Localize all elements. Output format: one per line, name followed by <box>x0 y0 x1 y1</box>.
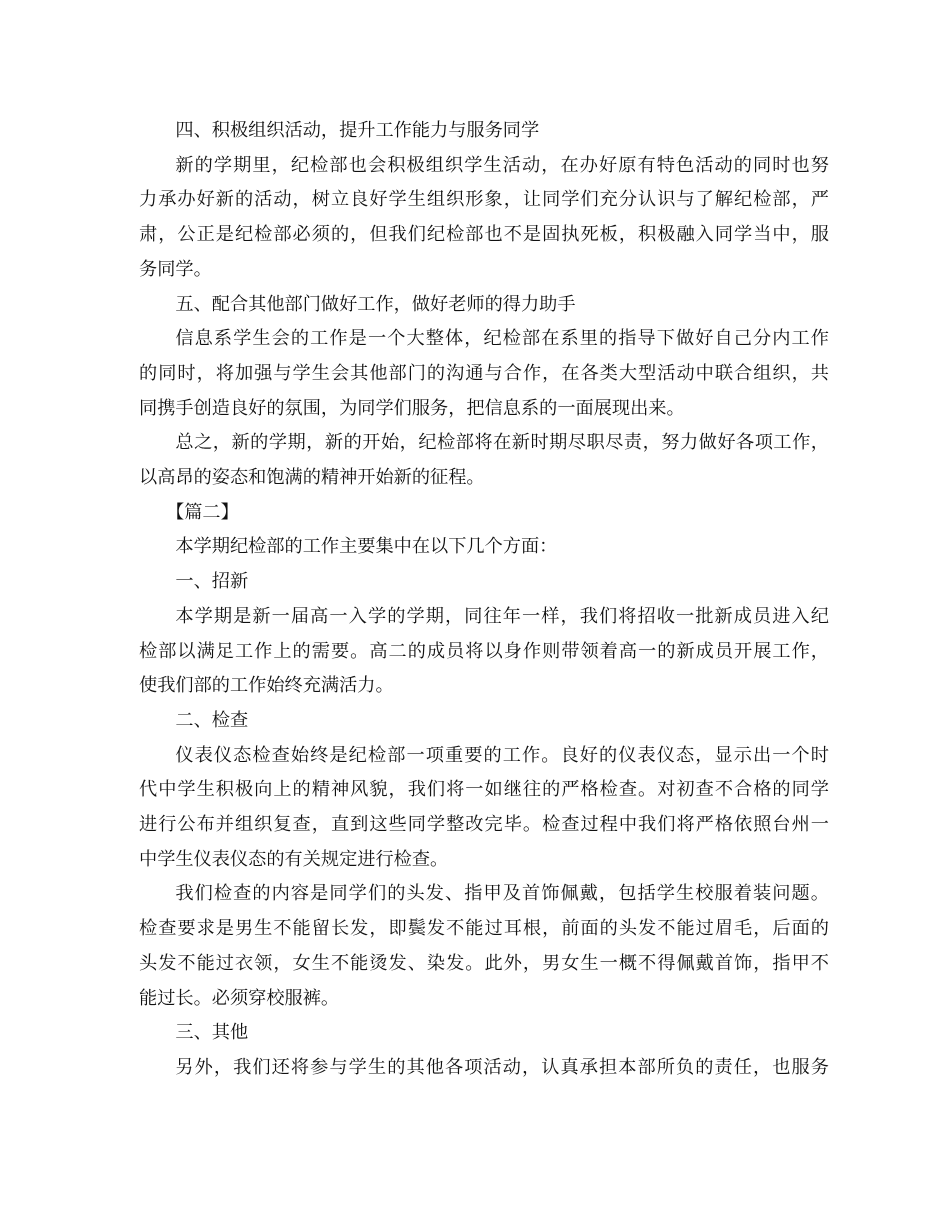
text-line: 肃，公正是纪检部必须的，但我们纪检部也不是固执死板，积极融入同学当中，服 <box>139 224 829 246</box>
text-line: 代中学生积极向上的精神风貌，我们将一如继往的严格检查。对初查不合格的同学 <box>139 779 829 801</box>
text-line: 的同时，将加强与学生会其他部门的沟通与合作，在各类大型活动中联合组织，共 <box>139 362 829 384</box>
text-line: 我们检查的内容是同学们的头发、指甲及首饰佩戴，包括学生校服着装问题。 <box>175 883 829 905</box>
text-line: 务同学。 <box>139 258 212 280</box>
item-3-heading: 三、其他 <box>175 1022 249 1044</box>
item-2-heading: 二、检查 <box>175 709 249 731</box>
item-2-paragraph-1 <box>139 739 829 878</box>
item-1-paragraph <box>139 600 829 704</box>
text-line: 新的学期里，纪检部也会积极组织学生活动，在办好原有特色活动的同时也努 <box>175 154 829 176</box>
item-2-paragraph-2 <box>139 877 829 1016</box>
section-5-paragraph <box>139 322 829 426</box>
text-line: 进行公布并组织复查，直到这些同学整改完毕。检查过程中我们将严格依照台州一 <box>139 814 829 836</box>
text-line: 头发不能过衣领，女生不能烫发、染发。此外，男女生一概不得佩戴首饰，指甲不 <box>139 952 829 974</box>
section-5-heading: 五、配合其他部门做好工作，做好老师的得力助手 <box>175 293 576 315</box>
text-line: 检查要求是男生不能留长发，即鬓发不能过耳根，前面的头发不能过眉毛，后面的 <box>139 918 829 940</box>
text-line: 能过长。必须穿校服裤。 <box>139 987 340 1009</box>
item-1-heading: 一、招新 <box>175 571 249 593</box>
text-line: 力承办好新的活动，树立良好学生组织形象，让同学们充分认识与了解纪检部，严 <box>139 189 829 211</box>
item-3-paragraph <box>139 1051 829 1086</box>
text-line: 检部以满足工作上的需要。高二的成员将以身作则带领着高一的新成员开展工作， <box>139 640 829 662</box>
text-line: 仪表仪态检查始终是纪检部一项重要的工作。良好的仪表仪态，显示出一个时 <box>175 744 829 766</box>
summary-paragraph <box>139 426 829 495</box>
part-2-label: 【篇二】 <box>166 501 239 523</box>
text-line: 中学生仪表仪态的有关规定进行检查。 <box>139 848 449 870</box>
text-line: 本学期是新一届高一入学的学期，同往年一样，我们将招收一批新成员进入纪 <box>175 605 829 627</box>
text-line: 同携手创造良好的氛围，为同学们服务，把信息系的一面展现出来。 <box>139 397 685 419</box>
text-line: 以高昂的姿态和饱满的精神开始新的征程。 <box>139 467 485 489</box>
section-4-paragraph <box>139 149 829 288</box>
document-body <box>139 114 829 1086</box>
text-line: 信息系学生会的工作是一个大整体，纪检部在系里的指导下做好自己分内工作 <box>175 328 829 350</box>
part-2-intro: 本学期纪检部的工作主要集中在以下几个方面： <box>175 536 558 558</box>
text-line: 另外，我们还将参与学生的其他各项活动，认真承担本部所负的责任，也服务 <box>175 1056 829 1078</box>
text-line: 总之，新的学期，新的开始，纪检部将在新时期尽职尽责，努力做好各项工作， <box>175 432 829 454</box>
section-4-heading: 四、积极组织活动，提升工作能力与服务同学 <box>175 120 540 141</box>
text-line: 使我们部的工作始终充满活力。 <box>139 675 394 697</box>
